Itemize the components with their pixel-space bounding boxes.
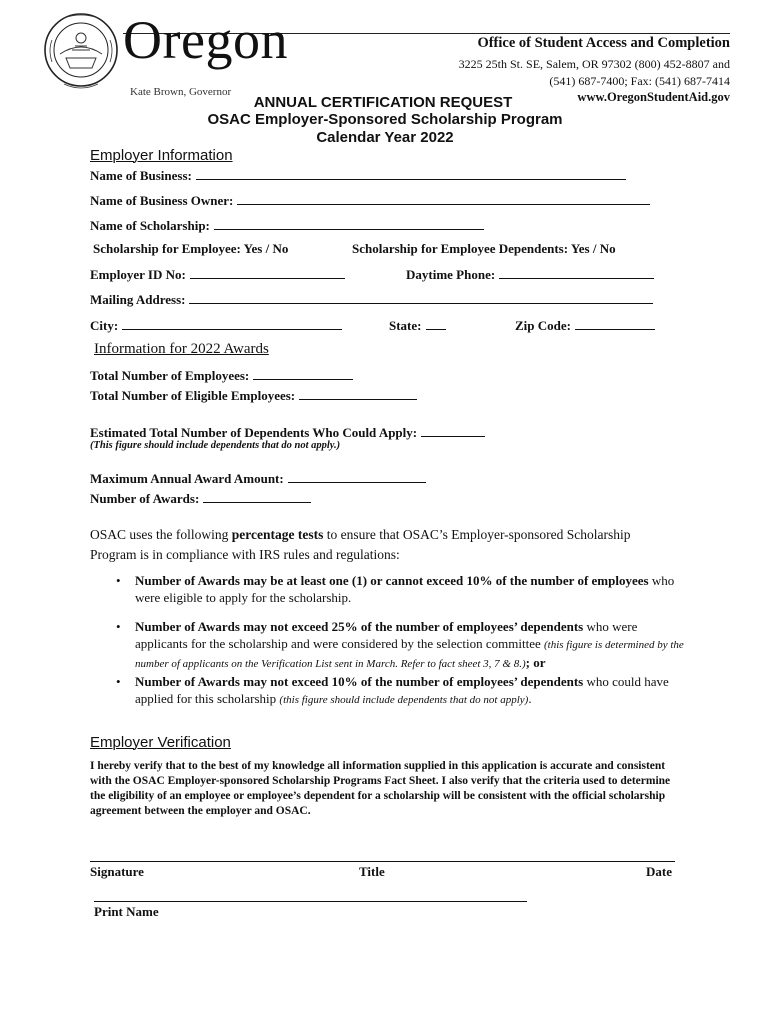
employer-info-heading: Employer Information — [90, 147, 233, 164]
total-employees-field — [90, 367, 353, 384]
signature-line[interactable] — [90, 861, 675, 862]
num-awards-field — [90, 490, 311, 507]
zip-label: Zip Code: — [515, 318, 571, 333]
employer-id-field — [90, 266, 345, 283]
business-name-line[interactable] — [196, 167, 626, 180]
business-name-label: Name of Business: — [90, 168, 192, 183]
signature-label: Signature — [90, 864, 144, 879]
list-item — [90, 618, 690, 673]
test-1-bold: Number of Awards may be at least one (1) or cannot exceed 10% of the number of employees — [135, 573, 649, 588]
total-employees-label: Total Number of Employees: — [90, 368, 250, 383]
mailing-address-field — [90, 291, 653, 308]
percentage-tests-intro — [90, 525, 670, 565]
business-owner-field — [90, 192, 650, 209]
business-owner-line[interactable] — [237, 192, 650, 205]
dependents-label: Estimated Total Number of Dependents Who Could Apply: — [90, 425, 418, 440]
intro-text-c: to ensure that OSAC’s Employer-sponsored Scholarship Program is in compliance with IRS rules and regulations: — [90, 527, 631, 562]
business-owner-label: Name of Business Owner: — [90, 193, 234, 208]
total-employees-line[interactable] — [253, 367, 353, 380]
employer-verification-heading: Employer Verification — [90, 734, 231, 751]
eligible-employees-line[interactable] — [299, 387, 417, 400]
eligible-employees-field — [90, 387, 417, 404]
eligible-employees-label: Total Number of Eligible Employees: — [90, 388, 296, 403]
scholarship-for-employee[interactable]: Scholarship for Employee: Yes / No — [93, 241, 289, 256]
city-line[interactable] — [122, 317, 342, 330]
test-2-or: ; or — [525, 655, 546, 670]
mailing-address-label: Mailing Address: — [90, 292, 186, 307]
scholarship-for-dependents[interactable]: Scholarship for Employee Dependents: Yes / No — [352, 241, 616, 256]
zip-field — [515, 317, 655, 334]
city-label: City: — [90, 318, 119, 333]
print-name-line[interactable] — [94, 901, 527, 902]
scholarship-name-field — [90, 217, 484, 234]
test-3-text: who could have applied for this scholarship — [135, 674, 669, 706]
zip-line[interactable] — [575, 317, 655, 330]
test-3-end: . — [528, 691, 532, 706]
num-awards-line[interactable] — [203, 490, 311, 503]
scholarship-name-line[interactable] — [214, 217, 484, 230]
dependents-field — [90, 424, 485, 441]
state-field — [389, 317, 446, 334]
max-award-line[interactable] — [288, 470, 426, 483]
city-field — [90, 317, 342, 334]
daytime-phone-field — [406, 266, 654, 283]
percentage-tests-list — [90, 572, 690, 709]
oregon-state-seal — [42, 10, 120, 98]
max-award-field — [90, 470, 426, 487]
test-3-italic: (this figure should include dependents that do not apply) — [279, 694, 529, 706]
intro-text-bold: percentage tests — [231, 527, 324, 542]
governor-name: Kate Brown, Governor — [130, 86, 232, 98]
business-name-field — [90, 167, 626, 184]
scholarship-name-label: Name of Scholarship: — [90, 218, 210, 233]
dependents-line[interactable] — [421, 424, 485, 437]
mailing-address-line[interactable] — [189, 291, 653, 304]
num-awards-label: Number of Awards: — [90, 491, 200, 506]
office-website: www.OregonStudentAid.gov — [577, 90, 730, 104]
awards-info-heading: Information for 2022 Awards — [94, 341, 269, 357]
date-label: Date — [646, 864, 672, 879]
employer-id-label: Employer ID No: — [90, 267, 186, 282]
test-1-text: who were eligible to apply for the scholarship. — [135, 573, 675, 605]
daytime-phone-line[interactable] — [499, 266, 654, 279]
office-address: 3225 25th St. SE, Salem, OR 97302 (800) 452-8807 and — [458, 57, 730, 71]
test-2-italic: (this figure is determined by the number of applicants on the Verification List sent in March. Refer to fact sheet 3, 7 & 8.) — [135, 639, 684, 670]
verification-statement: I hereby verify that to the best of my knowledge all information supplied in this application is accurate and consistent with the OSAC Employer-sponsored Scholarship Programs Fact Sheet. I also verify that the criteria used to determine the eligibility of an employee or employee’s dependent for a scholarship will be consistent with the official scholarship agreement between the employer and OSAC. — [90, 760, 671, 817]
max-award-label: Maximum Annual Award Amount: — [90, 471, 284, 486]
list-item — [90, 572, 690, 606]
employer-id-line[interactable] — [190, 266, 345, 279]
test-2-text: who were applicants for the scholarship and were considered by the selection committee — [135, 619, 638, 651]
test-2-bold: Number of Awards may not exceed 25% of the number of employees’ dependents — [135, 619, 584, 634]
daytime-phone-label: Daytime Phone: — [406, 267, 496, 282]
state-label: State: — [389, 318, 422, 333]
form-title: ANNUAL CERTIFICATION REQUEST — [253, 94, 513, 111]
print-name-label: Print Name — [94, 904, 159, 919]
program-title: OSAC Employer-Sponsored Scholarship Program — [207, 111, 563, 128]
state-line[interactable] — [426, 317, 446, 330]
office-name: Office of Student Access and Completion — [477, 35, 730, 51]
office-phone-fax: (541) 687-7400; Fax: (541) 687-7414 — [549, 74, 730, 88]
state-name-logo: Oregon — [123, 10, 288, 70]
calendar-year: Calendar Year 2022 — [316, 129, 454, 146]
dependents-note: (This figure should include dependents that do not apply.) — [90, 440, 341, 451]
title-label: Title — [359, 864, 385, 879]
list-item — [90, 673, 690, 709]
test-3-bold: Number of Awards may not exceed 10% of the number of employees’ dependents — [135, 674, 584, 689]
intro-text-a: OSAC uses the following — [90, 527, 232, 542]
